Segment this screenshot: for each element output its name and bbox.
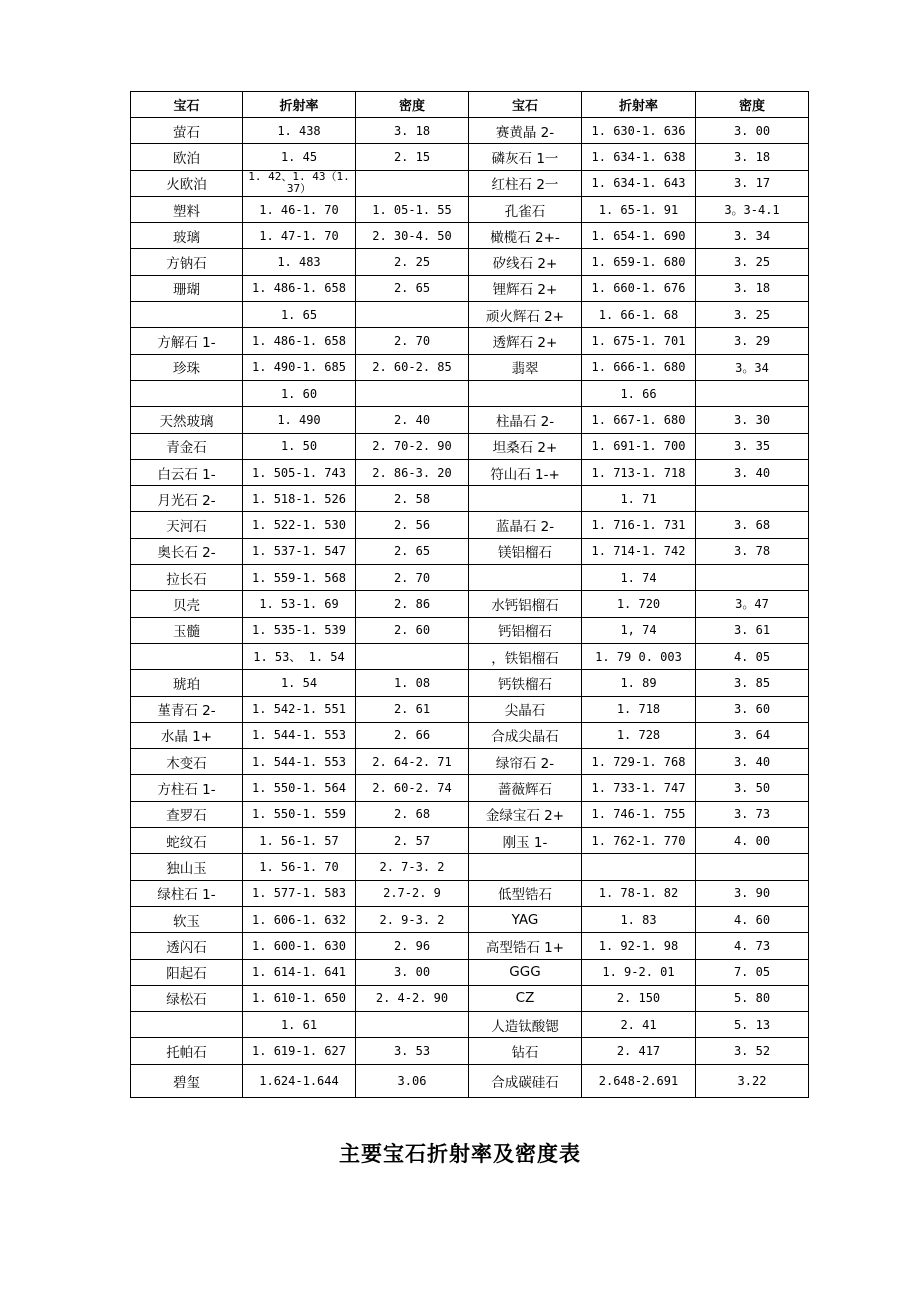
table-row xyxy=(131,1038,809,1064)
refractive-index-cell: 1. 550-1. 559 xyxy=(243,801,356,827)
density-cell: 3. 30 xyxy=(696,407,809,433)
gem-name-cell: 方钠石 xyxy=(131,249,243,275)
gem-name-cell: YAG xyxy=(469,906,582,932)
refractive-index-cell: 1. 53、 1. 54 xyxy=(243,643,356,669)
refractive-index-cell: 1. 634-1. 638 xyxy=(582,144,696,170)
density-cell: 2. 60 xyxy=(356,617,469,643)
gem-name-cell: 月光石 2- xyxy=(131,486,243,512)
refractive-index-cell: 1. 619-1. 627 xyxy=(243,1038,356,1064)
refractive-index-cell: 1. 654-1. 690 xyxy=(582,223,696,249)
gem-name-cell: 坦桑石 2+ xyxy=(469,433,582,459)
density-cell: 3. 68 xyxy=(696,512,809,538)
table-row xyxy=(131,223,809,249)
gem-name-cell: ，铁铝榴石 xyxy=(469,643,582,669)
density-cell: 3. 18 xyxy=(696,144,809,170)
table-row xyxy=(131,1012,809,1038)
refractive-index-cell: 1. 537-1. 547 xyxy=(243,538,356,564)
gem-name-cell: 透闪石 xyxy=(131,933,243,959)
gem-name-cell: 矽线石 2+ xyxy=(469,249,582,275)
density-cell: 1. 05-1. 55 xyxy=(356,196,469,222)
density-cell xyxy=(696,486,809,512)
density-cell: 2. 70-2. 90 xyxy=(356,433,469,459)
gem-name-cell: 蔷薇辉石 xyxy=(469,775,582,801)
gem-name-cell: 钻石 xyxy=(469,1038,582,1064)
table-row xyxy=(131,643,809,669)
table-row xyxy=(131,906,809,932)
gem-name-cell xyxy=(469,380,582,406)
refractive-index-cell: 1. 42、1. 43（1. 37） xyxy=(243,170,356,196)
density-cell: 3. 90 xyxy=(696,880,809,906)
table-row xyxy=(131,118,809,144)
table-row xyxy=(131,380,809,406)
density-cell: 3. 73 xyxy=(696,801,809,827)
gem-name-cell: 顽火辉石 2+ xyxy=(469,302,582,328)
density-cell xyxy=(696,854,809,880)
gem-name-cell: 玉髓 xyxy=(131,617,243,643)
density-cell: 2. 40 xyxy=(356,407,469,433)
header-refractive-index: 折射率 xyxy=(243,92,356,118)
refractive-index-cell: 2. 41 xyxy=(582,1012,696,1038)
gem-name-cell: 赛黄晶 2- xyxy=(469,118,582,144)
gem-name-cell: GGG xyxy=(469,959,582,985)
gem-name-cell: 蓝晶石 2- xyxy=(469,512,582,538)
gem-name-cell: 欧泊 xyxy=(131,144,243,170)
refractive-index-cell: 1. 47-1. 70 xyxy=(243,223,356,249)
header-gem: 宝石 xyxy=(469,92,582,118)
table-row xyxy=(131,617,809,643)
table-row xyxy=(131,512,809,538)
gem-name-cell: 符山石 1-+ xyxy=(469,459,582,485)
density-cell: 3。3-4.1 xyxy=(696,196,809,222)
table-row xyxy=(131,959,809,985)
refractive-index-cell: 1. 550-1. 564 xyxy=(243,775,356,801)
refractive-index-cell: 1. 490 xyxy=(243,407,356,433)
refractive-index-cell: 1. 60 xyxy=(243,380,356,406)
density-cell: 3.06 xyxy=(356,1064,469,1097)
density-cell: 7. 05 xyxy=(696,959,809,985)
table-row xyxy=(131,328,809,354)
density-cell xyxy=(356,302,469,328)
header-density: 密度 xyxy=(696,92,809,118)
density-cell: 3。47 xyxy=(696,591,809,617)
density-cell: 2. 61 xyxy=(356,696,469,722)
refractive-index-cell: 1. 729-1. 768 xyxy=(582,749,696,775)
refractive-index-cell: 1. 71 xyxy=(582,486,696,512)
gem-name-cell: 绿帘石 2- xyxy=(469,749,582,775)
gem-name-cell: 刚玉 1- xyxy=(469,828,582,854)
gem-name-cell: 火欧泊 xyxy=(131,170,243,196)
gem-name-cell: 珊瑚 xyxy=(131,275,243,301)
gem-name-cell: 橄榄石 2+- xyxy=(469,223,582,249)
refractive-index-cell: 1. 630-1. 636 xyxy=(582,118,696,144)
refractive-index-cell: 1, 74 xyxy=(582,617,696,643)
density-cell: 3. 25 xyxy=(696,249,809,275)
gem-name-cell: 奥长石 2- xyxy=(131,538,243,564)
density-cell: 2.7-2. 9 xyxy=(356,880,469,906)
table-row xyxy=(131,985,809,1011)
table-row xyxy=(131,722,809,748)
density-cell: 3. 18 xyxy=(696,275,809,301)
refractive-index-cell: 1. 606-1. 632 xyxy=(243,906,356,932)
gem-name-cell: 高型锆石 1+ xyxy=(469,933,582,959)
refractive-index-cell: 1. 78-1. 82 xyxy=(582,880,696,906)
density-cell xyxy=(696,380,809,406)
density-cell: 2. 70 xyxy=(356,565,469,591)
refractive-index-cell: 1. 486-1. 658 xyxy=(243,328,356,354)
refractive-index-cell: 1. 610-1. 650 xyxy=(243,985,356,1011)
gem-name-cell: 柱晶石 2- xyxy=(469,407,582,433)
density-cell: 1. 08 xyxy=(356,670,469,696)
table-row xyxy=(131,407,809,433)
density-cell: 2. 68 xyxy=(356,801,469,827)
density-cell: 3.22 xyxy=(696,1064,809,1097)
refractive-index-cell: 1. 659-1. 680 xyxy=(582,249,696,275)
header-gem: 宝石 xyxy=(131,92,243,118)
gem-name-cell: 拉长石 xyxy=(131,565,243,591)
density-cell xyxy=(356,380,469,406)
refractive-index-cell: 1. 83 xyxy=(582,906,696,932)
refractive-index-cell: 1. 716-1. 731 xyxy=(582,512,696,538)
density-cell: 2. 7-3. 2 xyxy=(356,854,469,880)
table-row xyxy=(131,538,809,564)
density-cell xyxy=(356,643,469,669)
density-cell: 4. 60 xyxy=(696,906,809,932)
gem-name-cell: 绿柱石 1- xyxy=(131,880,243,906)
refractive-index-cell: 1. 53-1. 69 xyxy=(243,591,356,617)
gem-name-cell: 天然玻璃 xyxy=(131,407,243,433)
document-title: 主要宝石折射率及密度表 xyxy=(339,1141,581,1166)
refractive-index-cell: 1. 66 xyxy=(582,380,696,406)
gem-name-cell: 方柱石 1- xyxy=(131,775,243,801)
gem-name-cell: 托帕石 xyxy=(131,1038,243,1064)
gem-name-cell: 珍珠 xyxy=(131,354,243,380)
density-cell: 3. 53 xyxy=(356,1038,469,1064)
density-cell: 2. 56 xyxy=(356,512,469,538)
table-row xyxy=(131,880,809,906)
density-cell: 5. 13 xyxy=(696,1012,809,1038)
table-row xyxy=(131,670,809,696)
table-header-row xyxy=(131,92,809,118)
refractive-index-cell: 1. 691-1. 700 xyxy=(582,433,696,459)
density-cell: 2. 25 xyxy=(356,249,469,275)
gem-name-cell: 合成尖晶石 xyxy=(469,722,582,748)
table-row xyxy=(131,591,809,617)
gem-name-cell: 孔雀石 xyxy=(469,196,582,222)
refractive-index-cell: 1. 714-1. 742 xyxy=(582,538,696,564)
table-row xyxy=(131,828,809,854)
table-row xyxy=(131,854,809,880)
refractive-index-cell: 1. 61 xyxy=(243,1012,356,1038)
density-cell: 3. 00 xyxy=(696,118,809,144)
refractive-index-cell: 1. 544-1. 553 xyxy=(243,722,356,748)
refractive-index-cell: 1. 505-1. 743 xyxy=(243,459,356,485)
table-row xyxy=(131,801,809,827)
density-cell: 2. 57 xyxy=(356,828,469,854)
gem-name-cell: 阳起石 xyxy=(131,959,243,985)
refractive-index-cell: 1. 728 xyxy=(582,722,696,748)
density-cell: 3. 40 xyxy=(696,459,809,485)
refractive-index-cell: 1. 762-1. 770 xyxy=(582,828,696,854)
gem-name-cell: 天河石 xyxy=(131,512,243,538)
gem-name-cell: 碧玺 xyxy=(131,1064,243,1097)
density-cell: 2. 58 xyxy=(356,486,469,512)
density-cell: 2. 65 xyxy=(356,275,469,301)
density-cell: 4. 73 xyxy=(696,933,809,959)
density-cell: 3. 64 xyxy=(696,722,809,748)
gem-name-cell: 贝壳 xyxy=(131,591,243,617)
gem-name-cell xyxy=(131,1012,243,1038)
gem-name-cell: 玻璃 xyxy=(131,223,243,249)
refractive-index-cell: 2.648-2.691 xyxy=(582,1064,696,1097)
gem-name-cell: 木变石 xyxy=(131,749,243,775)
refractive-index-cell: 1. 577-1. 583 xyxy=(243,880,356,906)
density-cell: 3. 78 xyxy=(696,538,809,564)
table-row xyxy=(131,486,809,512)
density-cell: 3. 61 xyxy=(696,617,809,643)
density-cell xyxy=(356,1012,469,1038)
gem-name-cell xyxy=(469,565,582,591)
refractive-index-cell: 1. 54 xyxy=(243,670,356,696)
table-row xyxy=(131,933,809,959)
gem-name-cell: 锂辉石 2+ xyxy=(469,275,582,301)
refractive-index-cell: 1. 9-2. 01 xyxy=(582,959,696,985)
refractive-index-cell: 1. 518-1. 526 xyxy=(243,486,356,512)
gem-name-cell: 蛇纹石 xyxy=(131,828,243,854)
table-row xyxy=(131,1064,809,1097)
gem-name-cell: 合成碳硅石 xyxy=(469,1064,582,1097)
refractive-index-cell: 1.624-1.644 xyxy=(243,1064,356,1097)
refractive-index-cell: 1. 542-1. 551 xyxy=(243,696,356,722)
density-cell: 3. 60 xyxy=(696,696,809,722)
gem-name-cell: 萤石 xyxy=(131,118,243,144)
density-cell: 2. 15 xyxy=(356,144,469,170)
refractive-index-cell: 1. 713-1. 718 xyxy=(582,459,696,485)
density-cell: 3. 50 xyxy=(696,775,809,801)
refractive-index-cell: 1. 438 xyxy=(243,118,356,144)
gem-name-cell: 人造钛酸锶 xyxy=(469,1012,582,1038)
density-cell: 3. 29 xyxy=(696,328,809,354)
density-cell: 3. 25 xyxy=(696,302,809,328)
gem-name-cell: 水钙铝榴石 xyxy=(469,591,582,617)
gem-name-cell xyxy=(469,486,582,512)
gem-name-cell xyxy=(131,302,243,328)
density-cell: 2. 96 xyxy=(356,933,469,959)
refractive-index-cell: 1. 522-1. 530 xyxy=(243,512,356,538)
density-cell: 2. 60-2. 85 xyxy=(356,354,469,380)
gem-name-cell: 镁铝榴石 xyxy=(469,538,582,564)
table-row xyxy=(131,144,809,170)
gem-name-cell: 金绿宝石 2+ xyxy=(469,801,582,827)
density-cell: 3. 35 xyxy=(696,433,809,459)
gem-name-cell xyxy=(131,643,243,669)
refractive-index-cell: 1. 92-1. 98 xyxy=(582,933,696,959)
refractive-index-cell: 1. 46-1. 70 xyxy=(243,196,356,222)
gem-name-cell xyxy=(131,380,243,406)
gem-name-cell: 钙铝榴石 xyxy=(469,617,582,643)
refractive-index-cell: 1. 56-1. 57 xyxy=(243,828,356,854)
refractive-index-cell: 2. 150 xyxy=(582,985,696,1011)
table-row xyxy=(131,775,809,801)
table-row xyxy=(131,565,809,591)
refractive-index-cell: 1. 733-1. 747 xyxy=(582,775,696,801)
gem-name-cell: 查罗石 xyxy=(131,801,243,827)
gem-name-cell: 翡翠 xyxy=(469,354,582,380)
gem-name-cell: 钙铁榴石 xyxy=(469,670,582,696)
density-cell xyxy=(696,565,809,591)
density-cell: 2. 70 xyxy=(356,328,469,354)
gem-name-cell: 白云石 1- xyxy=(131,459,243,485)
refractive-index-cell: 1. 746-1. 755 xyxy=(582,801,696,827)
gem-name-cell: 绿松石 xyxy=(131,985,243,1011)
density-cell: 2. 86-3. 20 xyxy=(356,459,469,485)
gem-property-table xyxy=(130,91,809,1098)
refractive-index-cell: 1. 486-1. 658 xyxy=(243,275,356,301)
table-row xyxy=(131,433,809,459)
gem-name-cell: 青金石 xyxy=(131,433,243,459)
table-row xyxy=(131,249,809,275)
density-cell: 2. 65 xyxy=(356,538,469,564)
refractive-index-cell: 1. 490-1. 685 xyxy=(243,354,356,380)
table-body xyxy=(131,118,809,1098)
table-row xyxy=(131,170,809,196)
gem-name-cell: 红柱石 2一 xyxy=(469,170,582,196)
gem-name-cell: 方解石 1- xyxy=(131,328,243,354)
refractive-index-cell: 1. 720 xyxy=(582,591,696,617)
gem-name-cell: 塑料 xyxy=(131,196,243,222)
refractive-index-cell: 1. 45 xyxy=(243,144,356,170)
refractive-index-cell: 1. 718 xyxy=(582,696,696,722)
density-cell: 4. 00 xyxy=(696,828,809,854)
refractive-index-cell: 1. 666-1. 680 xyxy=(582,354,696,380)
refractive-index-cell: 1. 667-1. 680 xyxy=(582,407,696,433)
refractive-index-cell: 1. 79 0. 003 xyxy=(582,643,696,669)
density-cell: 3. 85 xyxy=(696,670,809,696)
refractive-index-cell: 1. 535-1. 539 xyxy=(243,617,356,643)
table-row xyxy=(131,459,809,485)
density-cell: 2. 66 xyxy=(356,722,469,748)
refractive-index-cell: 1. 65 xyxy=(243,302,356,328)
refractive-index-cell: 1. 614-1. 641 xyxy=(243,959,356,985)
refractive-index-cell: 2. 417 xyxy=(582,1038,696,1064)
refractive-index-cell: 1. 74 xyxy=(582,565,696,591)
gem-name-cell: 磷灰石 1一 xyxy=(469,144,582,170)
gem-name-cell: 尖晶石 xyxy=(469,696,582,722)
table-row xyxy=(131,749,809,775)
density-cell: 2. 30-4. 50 xyxy=(356,223,469,249)
gem-name-cell: 低型锆石 xyxy=(469,880,582,906)
gem-name-cell: 水晶 1+ xyxy=(131,722,243,748)
table-row xyxy=(131,354,809,380)
gem-name-cell: 堇青石 2- xyxy=(131,696,243,722)
gem-name-cell xyxy=(469,854,582,880)
density-cell: 3. 00 xyxy=(356,959,469,985)
refractive-index-cell: 1. 483 xyxy=(243,249,356,275)
table-row xyxy=(131,696,809,722)
gem-name-cell: 独山玉 xyxy=(131,854,243,880)
density-cell: 3。34 xyxy=(696,354,809,380)
density-cell: 3. 17 xyxy=(696,170,809,196)
refractive-index-cell: 1. 544-1. 553 xyxy=(243,749,356,775)
gem-name-cell: 琥珀 xyxy=(131,670,243,696)
table-row xyxy=(131,275,809,301)
density-cell: 2. 9-3. 2 xyxy=(356,906,469,932)
refractive-index-cell: 1. 675-1. 701 xyxy=(582,328,696,354)
header-density: 密度 xyxy=(356,92,469,118)
table-row xyxy=(131,302,809,328)
refractive-index-cell: 1. 559-1. 568 xyxy=(243,565,356,591)
density-cell: 3. 18 xyxy=(356,118,469,144)
refractive-index-cell: 1. 600-1. 630 xyxy=(243,933,356,959)
density-cell: 4. 05 xyxy=(696,643,809,669)
density-cell: 2. 60-2. 74 xyxy=(356,775,469,801)
refractive-index-cell: 1. 634-1. 643 xyxy=(582,170,696,196)
refractive-index-cell: 1. 660-1. 676 xyxy=(582,275,696,301)
refractive-index-cell: 1. 56-1. 70 xyxy=(243,854,356,880)
refractive-index-cell: 1. 89 xyxy=(582,670,696,696)
density-cell: 5. 80 xyxy=(696,985,809,1011)
gem-name-cell: CZ xyxy=(469,985,582,1011)
refractive-index-cell: 1. 65-1. 91 xyxy=(582,196,696,222)
density-cell: 2. 64-2. 71 xyxy=(356,749,469,775)
header-refractive-index: 折射率 xyxy=(582,92,696,118)
density-cell xyxy=(356,170,469,196)
density-cell: 3. 52 xyxy=(696,1038,809,1064)
refractive-index-cell: 1. 50 xyxy=(243,433,356,459)
gem-name-cell: 透辉石 2+ xyxy=(469,328,582,354)
refractive-index-cell: 1. 66-1. 68 xyxy=(582,302,696,328)
density-cell: 2. 4-2. 90 xyxy=(356,985,469,1011)
refractive-index-cell xyxy=(582,854,696,880)
table-row xyxy=(131,196,809,222)
density-cell: 3. 40 xyxy=(696,749,809,775)
density-cell: 2. 86 xyxy=(356,591,469,617)
density-cell: 3. 34 xyxy=(696,223,809,249)
gem-name-cell: 软玉 xyxy=(131,906,243,932)
